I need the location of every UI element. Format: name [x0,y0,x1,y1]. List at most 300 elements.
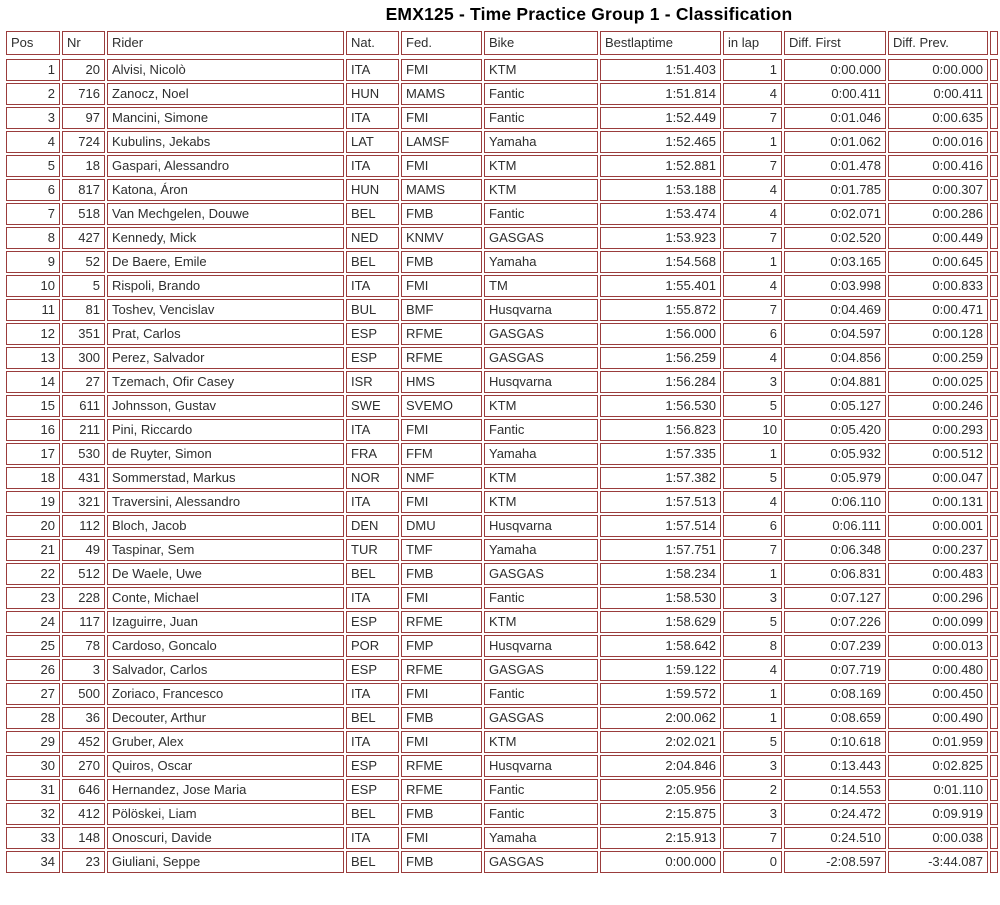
cell-fed: FMI [401,107,482,129]
cell-cutoff-column [990,179,998,201]
cell-diff-first: 0:00.000 [784,59,886,81]
cell-in-lap: 6 [723,515,782,537]
table-row [6,659,1000,681]
cell-fed: FMI [401,491,482,513]
cell-nat: BEL [346,803,399,825]
cell-pos: 33 [6,827,60,849]
table-row [6,107,1000,129]
cell-nr: 452 [62,731,105,753]
cell-bike: GASGAS [484,659,598,681]
cell-fed: FMB [401,803,482,825]
cell-fed: RFME [401,659,482,681]
cell-bike: Yamaha [484,443,598,465]
cell-bestlaptime: 1:53.188 [600,179,721,201]
cell-bike: KTM [484,611,598,633]
cell-nr: 351 [62,323,105,345]
cell-in-lap: 1 [723,131,782,153]
cell-diff-prev: 0:00.246 [888,395,988,417]
cell-bike: KTM [484,59,598,81]
cell-fed: RFME [401,779,482,801]
table-row [6,203,1000,225]
cell-fed: FMB [401,251,482,273]
header-diff-prev: Diff. Prev. [888,31,988,55]
table-row [6,635,1000,657]
cell-bestlaptime: 1:57.382 [600,467,721,489]
cell-cutoff-column [990,59,998,81]
cell-bike: KTM [484,491,598,513]
cell-pos: 10 [6,275,60,297]
cell-diff-prev: 0:00.237 [888,539,988,561]
cell-in-lap: 3 [723,587,782,609]
cell-cutoff-column [990,131,998,153]
cell-rider: Mancini, Simone [107,107,344,129]
cell-rider: Giuliani, Seppe [107,851,344,873]
table-row [6,323,1000,345]
cell-in-lap: 8 [723,635,782,657]
cell-diff-prev: 0:00.047 [888,467,988,489]
cell-fed: FMI [401,731,482,753]
cell-nr: 512 [62,563,105,585]
cell-rider: Kubulins, Jekabs [107,131,344,153]
cell-nat: NOR [346,467,399,489]
cell-cutoff-column [990,203,998,225]
cell-fed: FMI [401,587,482,609]
cell-in-lap: 4 [723,347,782,369]
cell-nr: 412 [62,803,105,825]
cell-rider: De Waele, Uwe [107,563,344,585]
table-row [6,827,1000,849]
cell-diff-first: 0:06.111 [784,515,886,537]
cell-bestlaptime: 1:56.259 [600,347,721,369]
cell-bike: Fantic [484,419,598,441]
cell-fed: FMI [401,827,482,849]
cell-in-lap: 3 [723,755,782,777]
cell-nat: DEN [346,515,399,537]
cell-in-lap: 1 [723,443,782,465]
cell-nat: BEL [346,707,399,729]
cell-diff-first: 0:04.597 [784,323,886,345]
cell-in-lap: 6 [723,323,782,345]
cell-diff-first: 0:14.553 [784,779,886,801]
cell-bike: Yamaha [484,131,598,153]
cell-pos: 13 [6,347,60,369]
cell-bestlaptime: 1:55.872 [600,299,721,321]
header-diff-first: Diff. First [784,31,886,55]
table-row [6,755,1000,777]
cell-fed: FMI [401,419,482,441]
cell-nr: 270 [62,755,105,777]
cell-diff-first: 0:13.443 [784,755,886,777]
cell-pos: 25 [6,635,60,657]
cell-nat: ITA [346,59,399,81]
cell-cutoff-column [990,851,998,873]
cell-nat: BEL [346,251,399,273]
cell-in-lap: 7 [723,299,782,321]
table-row [6,419,1000,441]
cell-fed: FMI [401,155,482,177]
cell-nr: 431 [62,467,105,489]
cell-in-lap: 7 [723,227,782,249]
cell-pos: 31 [6,779,60,801]
cell-bike: GASGAS [484,563,598,585]
cell-diff-first: 0:04.881 [784,371,886,393]
cell-diff-prev: 0:00.645 [888,251,988,273]
cell-nat: HUN [346,83,399,105]
cell-diff-prev: 0:00.013 [888,635,988,657]
cell-pos: 15 [6,395,60,417]
cell-pos: 30 [6,755,60,777]
cell-rider: Zoriaco, Francesco [107,683,344,705]
cell-diff-prev: 0:00.001 [888,515,988,537]
table-row [6,371,1000,393]
cell-in-lap: 1 [723,59,782,81]
cell-nr: 52 [62,251,105,273]
cell-rider: de Ruyter, Simon [107,443,344,465]
table-row [6,443,1000,465]
cell-diff-first: 0:00.411 [784,83,886,105]
cell-nat: ITA [346,419,399,441]
cell-in-lap: 4 [723,275,782,297]
cell-cutoff-column [990,587,998,609]
cell-cutoff-column [990,467,998,489]
cell-diff-first: -2:08.597 [784,851,886,873]
cell-bestlaptime: 1:53.923 [600,227,721,249]
classification-table [6,31,1000,875]
cell-bike: Fantic [484,107,598,129]
cell-cutoff-column [990,491,998,513]
cell-bike: KTM [484,179,598,201]
cell-rider: Cardoso, Goncalo [107,635,344,657]
cell-fed: FFM [401,443,482,465]
cell-fed: MAMS [401,83,482,105]
cell-bestlaptime: 1:59.572 [600,683,721,705]
cell-in-lap: 3 [723,803,782,825]
cell-in-lap: 5 [723,467,782,489]
table-row [6,299,1000,321]
cell-diff-prev: 0:00.471 [888,299,988,321]
header-pos: Pos [6,31,60,55]
cell-cutoff-column [990,107,998,129]
cell-nat: LAT [346,131,399,153]
cell-nr: 300 [62,347,105,369]
cell-bike: Husqvarna [484,515,598,537]
cell-bike: GASGAS [484,227,598,249]
cell-bestlaptime: 0:00.000 [600,851,721,873]
cell-cutoff-column [990,155,998,177]
cell-rider: Kennedy, Mick [107,227,344,249]
cell-bike: Husqvarna [484,755,598,777]
cell-bestlaptime: 1:56.823 [600,419,721,441]
cell-diff-prev: 0:01.110 [888,779,988,801]
cell-cutoff-column [990,731,998,753]
cell-cutoff-column [990,563,998,585]
cell-pos: 16 [6,419,60,441]
cell-nr: 228 [62,587,105,609]
cell-bike: Fantic [484,203,598,225]
cell-in-lap: 0 [723,851,782,873]
table-row [6,587,1000,609]
cell-cutoff-column [990,803,998,825]
cell-in-lap: 7 [723,827,782,849]
cell-rider: Perez, Salvador [107,347,344,369]
cell-in-lap: 1 [723,251,782,273]
cell-rider: Salvador, Carlos [107,659,344,681]
cell-bike: Fantic [484,803,598,825]
cell-rider: Gaspari, Alessandro [107,155,344,177]
cell-diff-prev: 0:00.833 [888,275,988,297]
cell-nat: ITA [346,491,399,513]
cell-diff-prev: 0:00.286 [888,203,988,225]
cell-pos: 32 [6,803,60,825]
table-row [6,131,1000,153]
cell-pos: 14 [6,371,60,393]
table-row [6,515,1000,537]
cell-fed: HMS [401,371,482,393]
cell-pos: 12 [6,323,60,345]
cell-bike: GASGAS [484,323,598,345]
cell-diff-first: 0:03.998 [784,275,886,297]
cell-diff-first: 0:01.785 [784,179,886,201]
cell-bestlaptime: 1:57.514 [600,515,721,537]
cell-fed: KNMV [401,227,482,249]
cell-diff-first: 0:24.472 [784,803,886,825]
table-row [6,851,1000,873]
cell-pos: 26 [6,659,60,681]
cell-fed: RFME [401,347,482,369]
cell-in-lap: 4 [723,491,782,513]
cell-cutoff-column [990,707,998,729]
cell-diff-first: 0:06.831 [784,563,886,585]
cell-cutoff-column [990,299,998,321]
cell-rider: De Baere, Emile [107,251,344,273]
cell-fed: FMI [401,59,482,81]
cell-in-lap: 4 [723,179,782,201]
cell-diff-first: 0:24.510 [784,827,886,849]
cell-nr: 646 [62,779,105,801]
table-row [6,347,1000,369]
cell-bike: Fantic [484,83,598,105]
cell-nat: ITA [346,827,399,849]
cell-nr: 611 [62,395,105,417]
cell-rider: Taspinar, Sem [107,539,344,561]
cell-fed: RFME [401,323,482,345]
cell-cutoff-column [990,275,998,297]
cell-pos: 24 [6,611,60,633]
cell-cutoff-column [990,539,998,561]
cell-cutoff-column [990,395,998,417]
cell-fed: FMB [401,203,482,225]
cell-bestlaptime: 2:05.956 [600,779,721,801]
cell-bestlaptime: 1:57.335 [600,443,721,465]
cell-cutoff-column [990,659,998,681]
cell-fed: FMP [401,635,482,657]
cell-cutoff-column [990,323,998,345]
cell-bestlaptime: 1:52.465 [600,131,721,153]
table-row [6,467,1000,489]
cell-fed: FMI [401,275,482,297]
cell-bestlaptime: 2:02.021 [600,731,721,753]
cell-bestlaptime: 2:00.062 [600,707,721,729]
cell-bestlaptime: 1:54.568 [600,251,721,273]
table-row [6,563,1000,585]
cell-diff-first: 0:01.478 [784,155,886,177]
cell-diff-prev: 0:00.450 [888,683,988,705]
cell-in-lap: 4 [723,203,782,225]
cell-bike: GASGAS [484,707,598,729]
cell-diff-prev: 0:00.512 [888,443,988,465]
cell-in-lap: 2 [723,779,782,801]
table-row [6,59,1000,81]
cell-nat: ITA [346,587,399,609]
cell-nat: SWE [346,395,399,417]
cell-nr: 321 [62,491,105,513]
cell-diff-prev: 0:00.016 [888,131,988,153]
cell-diff-prev: 0:00.307 [888,179,988,201]
cell-cutoff-column [990,779,998,801]
cell-pos: 21 [6,539,60,561]
cell-rider: Izaguirre, Juan [107,611,344,633]
cell-bestlaptime: 2:15.913 [600,827,721,849]
cell-diff-prev: 0:00.480 [888,659,988,681]
cell-rider: Hernandez, Jose Maria [107,779,344,801]
cell-pos: 27 [6,683,60,705]
table-row [6,275,1000,297]
cell-diff-prev: 0:01.959 [888,731,988,753]
cell-cutoff-column [990,443,998,465]
cell-nr: 3 [62,659,105,681]
cell-nr: 724 [62,131,105,153]
cell-rider: Quiros, Oscar [107,755,344,777]
cell-bike: KTM [484,731,598,753]
cell-nat: BEL [346,203,399,225]
cell-in-lap: 10 [723,419,782,441]
cell-cutoff-column [990,611,998,633]
cell-nr: 18 [62,155,105,177]
table-row [6,803,1000,825]
cell-bestlaptime: 2:04.846 [600,755,721,777]
cell-diff-prev: 0:09.919 [888,803,988,825]
header-bestlaptime: Bestlaptime [600,31,721,55]
cell-rider: Decouter, Arthur [107,707,344,729]
cell-diff-prev: 0:02.825 [888,755,988,777]
table-row [6,395,1000,417]
cell-rider: Alvisi, Nicolò [107,59,344,81]
cell-bestlaptime: 1:58.234 [600,563,721,585]
cell-fed: RFME [401,611,482,633]
header-nat: Nat. [346,31,399,55]
cell-bike: KTM [484,395,598,417]
cell-bestlaptime: 1:56.000 [600,323,721,345]
cell-rider: Pini, Riccardo [107,419,344,441]
header-nr: Nr [62,31,105,55]
cell-diff-first: 0:04.469 [784,299,886,321]
header-fed: Fed. [401,31,482,55]
cell-nr: 817 [62,179,105,201]
cell-rider: Onoscuri, Davide [107,827,344,849]
cell-diff-first: 0:10.618 [784,731,886,753]
cell-bike: Fantic [484,683,598,705]
cell-nat: ESP [346,779,399,801]
cell-in-lap: 5 [723,611,782,633]
cell-nat: ESP [346,755,399,777]
cell-diff-prev: 0:00.128 [888,323,988,345]
cell-pos: 6 [6,179,60,201]
cell-in-lap: 5 [723,395,782,417]
cell-rider: Traversini, Alessandro [107,491,344,513]
cell-fed: FMB [401,707,482,729]
cell-in-lap: 4 [723,659,782,681]
cell-rider: Rispoli, Brando [107,275,344,297]
cell-nr: 36 [62,707,105,729]
cell-pos: 34 [6,851,60,873]
cell-cutoff-column [990,371,998,393]
cell-nr: 27 [62,371,105,393]
table-row [6,83,1000,105]
cell-bike: Husqvarna [484,299,598,321]
cell-in-lap: 3 [723,371,782,393]
cell-diff-prev: 0:00.416 [888,155,988,177]
cell-fed: TMF [401,539,482,561]
cell-nat: ESP [346,659,399,681]
cell-nat: ESP [346,611,399,633]
cell-pos: 23 [6,587,60,609]
cell-diff-prev: 0:00.490 [888,707,988,729]
cell-nat: ISR [346,371,399,393]
cell-rider: Gruber, Alex [107,731,344,753]
cell-bestlaptime: 2:15.875 [600,803,721,825]
cell-pos: 3 [6,107,60,129]
cell-cutoff-column [990,515,998,537]
cell-bike: Fantic [484,587,598,609]
cell-cutoff-column [990,227,998,249]
cell-cutoff-column [990,635,998,657]
cell-rider: Katona, Áron [107,179,344,201]
cell-in-lap: 1 [723,563,782,585]
cell-nr: 23 [62,851,105,873]
table-row [6,731,1000,753]
cell-nat: ITA [346,731,399,753]
cell-pos: 28 [6,707,60,729]
cell-in-lap: 5 [723,731,782,753]
cell-nr: 5 [62,275,105,297]
cell-nr: 20 [62,59,105,81]
cell-nat: TUR [346,539,399,561]
cell-pos: 2 [6,83,60,105]
cell-in-lap: 7 [723,107,782,129]
cell-cutoff-column [990,83,998,105]
cell-diff-first: 0:03.165 [784,251,886,273]
cell-rider: Tzemach, Ofir Casey [107,371,344,393]
cell-bestlaptime: 1:52.881 [600,155,721,177]
cell-diff-first: 0:08.659 [784,707,886,729]
cell-diff-prev: 0:00.411 [888,83,988,105]
cell-diff-first: 0:05.420 [784,419,886,441]
cell-diff-prev: 0:00.131 [888,491,988,513]
cell-bestlaptime: 1:57.751 [600,539,721,561]
cell-bestlaptime: 1:59.122 [600,659,721,681]
cell-rider: Toshev, Vencislav [107,299,344,321]
cell-cutoff-column [990,683,998,705]
cell-nat: BEL [346,563,399,585]
cell-diff-first: 0:04.856 [784,347,886,369]
table-header-row [6,31,1000,55]
cell-diff-first: 0:07.719 [784,659,886,681]
cell-diff-prev: 0:00.099 [888,611,988,633]
cell-diff-prev: 0:00.038 [888,827,988,849]
cell-nr: 97 [62,107,105,129]
cell-bestlaptime: 1:57.513 [600,491,721,513]
header-cutoff-column [990,31,998,55]
